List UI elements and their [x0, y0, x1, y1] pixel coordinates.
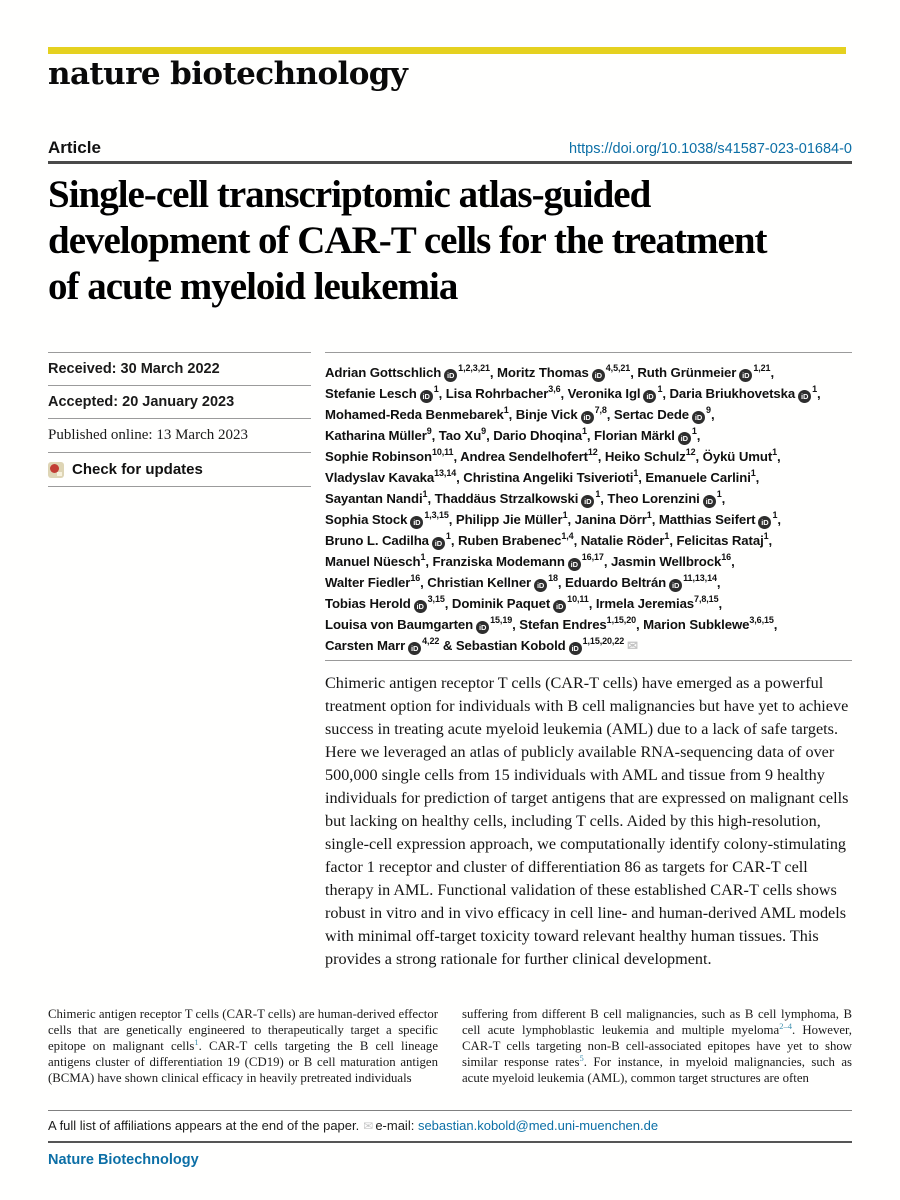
affiliation-superscript: 10,11: [431, 446, 454, 457]
author-name: , Ruben Brabenec: [450, 533, 562, 548]
affiliations-note-row: [48, 1118, 852, 1133]
body-col-left: Chimeric antigen receptor T cells (CAR-T cells) are human-derived effector cells that are genetically engineered to therapeutically target a specific epitope on malignant cells$^1$. CAR-T cells targeting the B cell lineage antigens cluster of differentiation 19 (CD19) or B cell maturation antigen (BCMA) have shown clinical efficacy in heavily pretreated individuals: [48, 1007, 438, 1085]
author-line: [325, 383, 852, 404]
author-name: , Franziska Modemann: [425, 554, 565, 569]
author-name: , Sertac Dede: [606, 407, 690, 422]
reference-superscript[interactable]: 1: [194, 1036, 199, 1047]
affiliation-superscript: 12: [587, 446, 598, 457]
author-list: [325, 352, 852, 656]
affiliation-superscript: 3,15: [427, 593, 445, 604]
author-name: Mohamed-Reda Benmebarek: [325, 407, 504, 422]
affiliation-superscript: 3,6: [548, 383, 561, 394]
author-name: Bruno L. Cadilha: [325, 533, 429, 548]
journal-brand-footer[interactable]: Nature Biotechnology: [48, 1152, 199, 1168]
author-line: [325, 509, 852, 530]
body-col-right: suffering from different B cell malignancies, such as B cell lymphoma, B cell acute lymphoblastic leukemia and multiple myeloma$^{2-4}$. However, CAR-T cells targeting non-B cell-associated epitopes have yet to show similar response rates$^5$. For instance, in myeloid malignancies, such as acute myeloid leukemia (AML), common target structures are often: [462, 1007, 852, 1085]
author-name: , Tao Xu: [431, 428, 482, 443]
author-name: , Christina Angeliki Tsiverioti: [456, 470, 634, 485]
author-name: , Theo Lorenzini: [600, 491, 700, 506]
affiliation-superscript: 9: [706, 404, 711, 415]
affiliation-superscript: 1,15,20,22: [582, 635, 625, 646]
affiliation-superscript: 1,21: [753, 362, 771, 373]
affiliation-superscript: 16: [721, 551, 732, 562]
journal-logo: nature biotechnology: [48, 56, 408, 92]
author-name: Louisa von Baumgarten: [325, 617, 474, 632]
author-name: , Ruth Grünmeier: [630, 365, 737, 380]
email-envelope-icon: ✉: [363, 1119, 374, 1133]
footer-divider-bottom: [48, 1141, 852, 1143]
meta-section: [48, 352, 852, 656]
author-name: , Matthias Seifert: [651, 512, 756, 527]
crossmark-page-shape: [57, 472, 62, 476]
reference-superscript[interactable]: 2–4: [779, 1020, 792, 1031]
author-name: ,: [718, 596, 723, 611]
orcid-icon[interactable]: iD: [669, 579, 682, 592]
author-name: Sophia Stock: [325, 512, 408, 527]
author-name: , Stefan Endres: [512, 617, 607, 632]
author-name: ,: [721, 491, 726, 506]
orcid-icon[interactable]: iD: [678, 432, 691, 445]
affiliation-superscript: 1,4: [561, 530, 574, 541]
orcid-icon[interactable]: iD: [758, 516, 771, 529]
date-row: Accepted: 20 January 2023: [48, 385, 311, 418]
affiliation-superscript: 1: [664, 530, 670, 541]
affiliation-superscript: 7,8,15: [694, 593, 719, 604]
author-name: , Dominik Paquet: [444, 596, 551, 611]
journal-accent-bar: [48, 47, 846, 54]
orcid-icon[interactable]: iD: [534, 579, 547, 592]
affiliation-superscript: 16: [410, 572, 421, 583]
orcid-icon[interactable]: iD: [568, 558, 581, 571]
paper-title: [48, 172, 868, 310]
author-name: ,: [770, 365, 775, 380]
author-name: , Daria Briukhovetska: [662, 386, 796, 401]
author-name: , Dario Dhoqina: [486, 428, 583, 443]
author-name: , Andrea Sendelhofert: [453, 449, 588, 464]
affiliation-superscript: 1: [633, 467, 639, 478]
affiliation-superscript: 9: [426, 425, 432, 436]
orcid-icon[interactable]: iD: [581, 495, 594, 508]
author-name: ,: [716, 575, 721, 590]
doi-link[interactable]: https://doi.org/10.1038/s41587-023-01684-0: [569, 141, 852, 157]
author-line: [325, 593, 852, 614]
title-line-1: Single-cell transcriptomic atlas-guided: [48, 173, 651, 216]
author-name: ,: [817, 386, 821, 401]
author-name: , Moritz Thomas: [489, 365, 589, 380]
affiliation-superscript: 1: [646, 509, 652, 520]
author-name: , Marion Subklewe: [636, 617, 750, 632]
author-line: [325, 530, 852, 551]
author-name: Tobias Herold: [325, 596, 411, 611]
author-name: , Florian Märkl: [586, 428, 675, 443]
affiliation-superscript: 1,3,15: [424, 509, 449, 520]
orcid-icon[interactable]: iD: [643, 390, 656, 403]
author-line: [325, 635, 852, 656]
author-name: Manuel Nüesch: [325, 554, 421, 569]
affiliations-note: A full list of affiliations appears at the end of the paper.: [48, 1118, 360, 1133]
affiliation-superscript: 16,17: [581, 551, 604, 562]
affiliation-superscript: 1: [445, 530, 451, 541]
footer-divider-top: [48, 1110, 852, 1111]
affiliation-superscript: 1: [433, 383, 439, 394]
author-name: , Irmela Jeremias: [588, 596, 695, 611]
author-name: Katharina Müller: [325, 428, 427, 443]
corresponding-email-icon[interactable]: ✉: [627, 638, 638, 653]
orcid-icon[interactable]: iD: [553, 600, 566, 613]
author-name: , Binje Vick: [508, 407, 578, 422]
orcid-icon[interactable]: iD: [692, 411, 705, 424]
orcid-icon[interactable]: iD: [414, 600, 427, 613]
author-name: Vladyslav Kavaka: [325, 470, 435, 485]
affiliation-superscript: 3,6,15: [749, 614, 774, 625]
author-name: , Thaddäus Strzalkowski: [427, 491, 579, 506]
author-name: , Emanuele Carlini: [638, 470, 751, 485]
orcid-icon[interactable]: iD: [444, 369, 457, 382]
title-line-2: development of CAR-T cells for the treatment: [48, 219, 767, 262]
affiliation-superscript: 1: [691, 425, 697, 436]
author-name: Sayantan Nandi: [325, 491, 423, 506]
author-name: , Lisa Rohrbacher: [438, 386, 549, 401]
affiliation-superscript: 1: [657, 383, 663, 394]
orcid-icon[interactable]: iD: [581, 411, 594, 424]
affiliation-superscript: 1: [763, 530, 769, 541]
author-name: , Natalie Röder: [573, 533, 665, 548]
author-line: [325, 488, 852, 509]
affiliation-superscript: 1: [716, 488, 722, 499]
author-line: [325, 572, 852, 593]
affiliation-superscript: 7,8: [594, 404, 607, 415]
author-name: , Öykü Umut: [695, 449, 773, 464]
author-name: & Sebastian Kobold: [439, 638, 566, 653]
affiliation-superscript: 1: [422, 488, 428, 499]
orcid-icon[interactable]: iD: [703, 495, 716, 508]
article-header-row: [48, 138, 852, 158]
orcid-icon[interactable]: iD: [739, 369, 752, 382]
author-name: ,: [777, 512, 781, 527]
author-name: Sophie Robinson: [325, 449, 432, 464]
author-name: , Veronika Igl: [560, 386, 641, 401]
author-name: Walter Fiedler: [325, 575, 411, 590]
affiliation-superscript: 1: [772, 509, 778, 520]
abstract-paragraph: Chimeric antigen receptor T cells (CAR-T cells) have emerged as a powerful treatment option for individuals with B cell malignancies but have yet to achieve success in treating acute myeloid leukemia (AML) due to a lack of safe targets. Here we leveraged an atlas of publicly available RNA-sequencing data of over 500,000 single cells from 15 individuals with AML and tissue from 9 healthy individuals for prediction of target antigens that are expressed on malignant cells but lacking on healthy cells, including T cells. Aided by this high-resolution, single-cell expression approach, we computationally identify colony-stimulating factor 1 receptor and cluster of differentiation 86 as targets for CAR-T cell therapy in AML. Functional validation of these established CAR-T cells shows robust in vitro and in vivo efficacy in cell line- and human-derived AML models with minimal off-target toxicity toward relevant healthy human tissues. This provides a strong rationale for further clinical development.: [325, 660, 852, 971]
orcid-icon[interactable]: iD: [410, 516, 423, 529]
affiliation-superscript: 9: [481, 425, 487, 436]
check-for-updates-label: Check for updates: [72, 461, 203, 478]
affiliation-superscript: 11,13,14: [683, 572, 717, 583]
author-name: , Eduardo Beltrán: [557, 575, 667, 590]
author-line: [325, 551, 852, 572]
date-row: Received: 30 March 2022: [48, 352, 311, 385]
affiliation-superscript: 1: [420, 551, 426, 562]
author-name: ,: [768, 533, 773, 548]
corresponding-email-link[interactable]: sebastian.kobold@med.uni-muenchen.de: [417, 1118, 659, 1133]
affiliation-superscript: 12: [685, 446, 696, 457]
author-name: , Felicitas Rataj: [669, 533, 764, 548]
affiliation-superscript: 1: [503, 404, 509, 415]
orcid-icon[interactable]: iD: [476, 621, 489, 634]
affiliation-superscript: 13,14: [434, 467, 457, 478]
author-line: [325, 446, 852, 467]
affiliation-superscript: 1: [812, 383, 818, 394]
body-text-section: [48, 1006, 852, 1086]
affiliation-superscript: 1,2,3,21: [458, 362, 490, 373]
affiliation-superscript: 1: [595, 488, 601, 499]
author-line: [325, 614, 852, 635]
author-name: ,: [731, 554, 735, 569]
orcid-icon[interactable]: iD: [592, 369, 605, 382]
author-name: ,: [710, 407, 715, 422]
crossmark-icon: [48, 462, 64, 478]
check-for-updates-button[interactable]: [48, 452, 311, 487]
author-line: [325, 404, 852, 425]
date-row: Published online: 13 March 2023: [48, 418, 311, 452]
article-type-label: Article: [48, 138, 101, 157]
orcid-icon[interactable]: iD: [432, 537, 445, 550]
affiliation-superscript: 4,5,21: [605, 362, 631, 373]
affiliation-superscript: 1: [562, 509, 568, 520]
author-name: Carsten Marr: [325, 638, 406, 653]
author-line: [325, 425, 852, 446]
email-label: e-mail:: [375, 1118, 415, 1133]
affiliation-superscript: 1: [750, 467, 756, 478]
author-name: Stefanie Lesch: [325, 386, 417, 401]
author-name: , Christian Kellner: [420, 575, 532, 590]
orcid-icon[interactable]: iD: [569, 642, 582, 655]
author-name: Adrian Gottschlich: [325, 365, 442, 380]
reference-superscript[interactable]: 5: [579, 1052, 584, 1063]
author-name: ,: [696, 428, 701, 443]
author-name: , Heiko Schulz: [597, 449, 686, 464]
affiliation-superscript: 18: [548, 572, 558, 583]
author-name: ,: [777, 449, 781, 464]
affiliation-superscript: 15,19: [490, 614, 513, 625]
title-line-3: of acute myeloid leukemia: [48, 265, 458, 308]
affiliation-superscript: 1: [772, 446, 778, 457]
affiliation-superscript: 4,22: [422, 635, 440, 646]
orcid-icon[interactable]: iD: [420, 390, 433, 403]
orcid-icon[interactable]: iD: [798, 390, 811, 403]
affiliation-superscript: 10,11: [567, 593, 589, 604]
affiliation-superscript: 1: [582, 425, 587, 436]
author-name: , Janina Dörr: [567, 512, 647, 527]
author-name: ,: [773, 617, 778, 632]
author-line: [325, 362, 852, 383]
header-divider: [48, 161, 852, 164]
affiliation-superscript: 1,15,20: [606, 614, 636, 625]
author-line: [325, 467, 852, 488]
dates-list: [48, 352, 311, 452]
dates-column: [48, 352, 311, 656]
orcid-icon[interactable]: iD: [408, 642, 421, 655]
author-name: , Philipp Jie Müller: [448, 512, 563, 527]
author-name: , Jasmin Wellbrock: [603, 554, 722, 569]
author-name: ,: [755, 470, 760, 485]
